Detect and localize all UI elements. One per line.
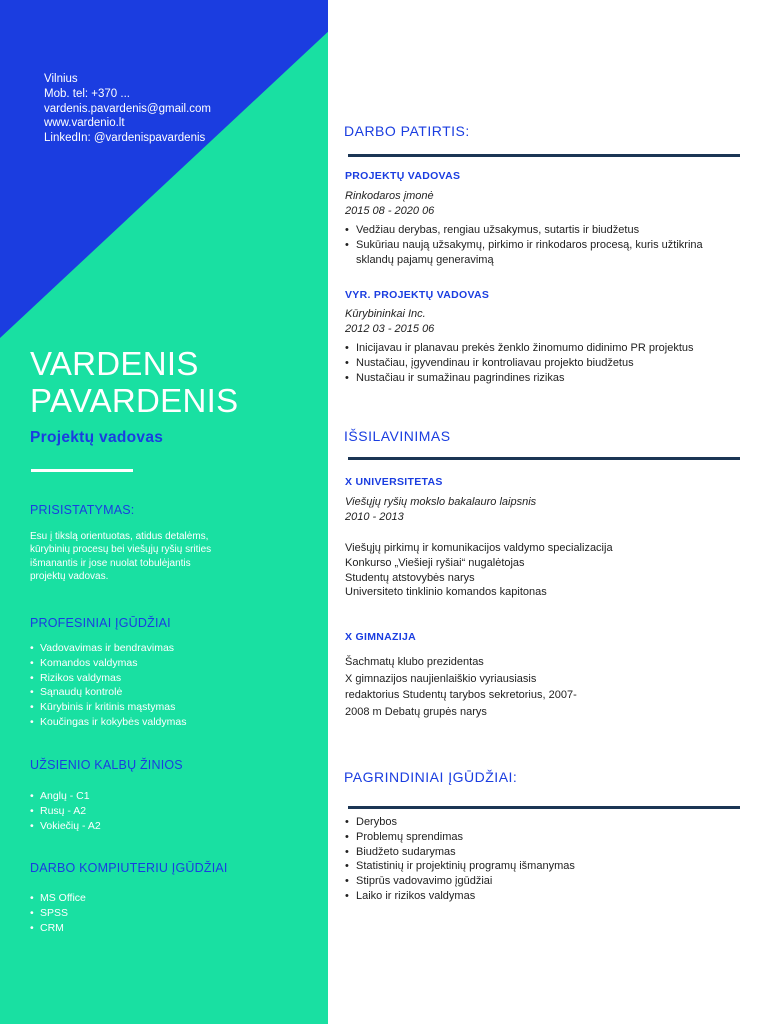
job-period: 2015 08 - 2020 06 (345, 205, 435, 217)
job-role: Projektų vadovas (30, 429, 164, 446)
list-item: • Problemų sprendimas (345, 830, 740, 845)
intro-line: išmanantis ir jose nuolat tobulėjantis (30, 557, 191, 569)
full-name (30, 345, 238, 419)
languages-list (30, 789, 101, 833)
list-item: • Koučingas ir kokybės valdymas (30, 715, 186, 730)
degree: Viešųjų ryšių mokslo bakalauro laipsnis (345, 496, 537, 508)
school-name: X GIMNAZIJA (345, 631, 416, 643)
key-skills-heading: PAGRINDINIAI ĮGŪDŽIAI: (344, 769, 518, 785)
detail-line: 2008 m Debatų grupės narys (345, 705, 487, 718)
detail-line: X gimnazijos naujienlaiškio vyriausiasis (345, 672, 537, 685)
section-divider (348, 457, 740, 460)
detail-line: Šachmatų klubo prezidentas (345, 656, 484, 668)
languages-heading: UŽSIENIO KALBŲ ŽINIOS (30, 758, 183, 772)
list-item: • Kūrybinis ir kritinis mąstymas (30, 700, 186, 715)
list-item: • Inicijavau ir planavau prekės ženklo žinomumo didinimo PR projektus (345, 341, 740, 356)
job-title: VYR. PROJEKTŲ VADOVAS (345, 289, 490, 301)
job-period: 2012 03 - 2015 06 (345, 323, 435, 335)
professional-skills-heading: PROFESINIAI ĮGŪDŽIAI (30, 616, 171, 630)
name-divider (31, 469, 133, 472)
section-divider (348, 806, 740, 809)
contact-website[interactable]: www.vardenio.lt (44, 117, 125, 130)
list-item: • Vadovavimas ir bendravimas (30, 641, 186, 656)
school-name: X UNIVERSITETAS (345, 476, 443, 488)
job-bullets (345, 223, 740, 267)
computer-skills-heading: DARBO KOMPIUTERIU ĮGŪDŽIAI (30, 861, 228, 875)
job-title: PROJEKTŲ VADOVAS (345, 170, 461, 182)
list-item: • Laiko ir rizikos valdymas (345, 889, 740, 904)
job-company: Rinkodaros įmonė (345, 190, 434, 202)
list-item: • Biudžeto sudarymas (345, 845, 740, 860)
first-name: VARDENIS (30, 345, 199, 382)
detail-line: redaktorius Studentų tarybos sekretorius, 2007- (345, 689, 577, 701)
detail-line: Studentų atstovybės narys (345, 571, 475, 584)
list-item: • Vokiečių - A2 (30, 819, 101, 834)
job-bullets (345, 341, 740, 385)
list-item: • Derybos (345, 815, 740, 830)
intro-heading: PRISISTATYMAS: (30, 503, 135, 517)
list-item: • Nustačiau ir sumažinau pagrindines rizikas (345, 371, 740, 386)
education-heading: IŠSILAVINIMAS (344, 428, 451, 444)
list-item: • Sukūriau naują užsakymų, pirkimo ir rinkodaros procesą, kuris užtikrina sklandų pajamų generavimą (345, 238, 740, 268)
list-item: • Rusų - A2 (30, 804, 101, 819)
university-details (345, 541, 613, 600)
detail-line: Konkurso „Viešieji ryšiai“ nugalėtojas (345, 556, 525, 569)
contact-block (44, 72, 211, 146)
contact-email[interactable]: vardenis.pavardenis@gmail.com (44, 102, 211, 115)
list-item: • Sąnaudų kontrolė (30, 685, 186, 700)
list-item: • Vedžiau derybas, rengiau užsakymus, sutartis ir biudžetus (345, 223, 740, 238)
detail-line: Viešųjų pirkimų ir komunikacijos valdymo specializacija (345, 542, 613, 554)
gymnasium-details (345, 654, 577, 720)
list-item: • Statistinių ir projektinių programų išmanymas (345, 859, 740, 874)
intro-line: Esu į tikslą orientuotas, atidus detalėms, (30, 531, 209, 542)
contact-city: Vilnius (44, 73, 78, 85)
intro-text (30, 530, 211, 584)
corner-triangle-shape (0, 0, 328, 338)
key-skills-list (345, 815, 740, 904)
intro-line: kūrybinių procesų bei viešųjų ryšių srities (30, 544, 212, 556)
list-item: • Anglų - C1 (30, 789, 101, 804)
computer-skills-list (30, 891, 86, 935)
contact-phone: Mob. tel: +370 ... (44, 87, 130, 100)
list-item: • SPSS (30, 906, 86, 921)
detail-line: Universiteto tinklinio komandos kapitonas (345, 586, 547, 599)
list-item: • Rizikos valdymas (30, 671, 186, 686)
list-item: • Komandos valdymas (30, 656, 186, 671)
professional-skills-list (30, 641, 186, 730)
corner-triangle (0, 0, 328, 340)
job-company: Kūrybininkai Inc. (345, 308, 426, 320)
last-name: PAVARDENIS (30, 382, 239, 419)
experience-heading: DARBO PATIRTIS: (344, 123, 470, 139)
contact-linkedin[interactable]: LinkedIn: @vardenispavardenis (44, 132, 206, 145)
list-item: • Stiprūs vadovavimo įgūdžiai (345, 874, 740, 889)
section-divider (348, 154, 740, 157)
study-period: 2010 - 2013 (345, 511, 404, 523)
list-item: • Nustačiau, įgyvendinau ir kontroliavau projekto biudžetus (345, 356, 740, 371)
list-item: • CRM (30, 921, 86, 936)
sidebar (0, 0, 328, 1024)
intro-line: projektų vadovas. (30, 571, 109, 583)
list-item: • MS Office (30, 891, 86, 906)
